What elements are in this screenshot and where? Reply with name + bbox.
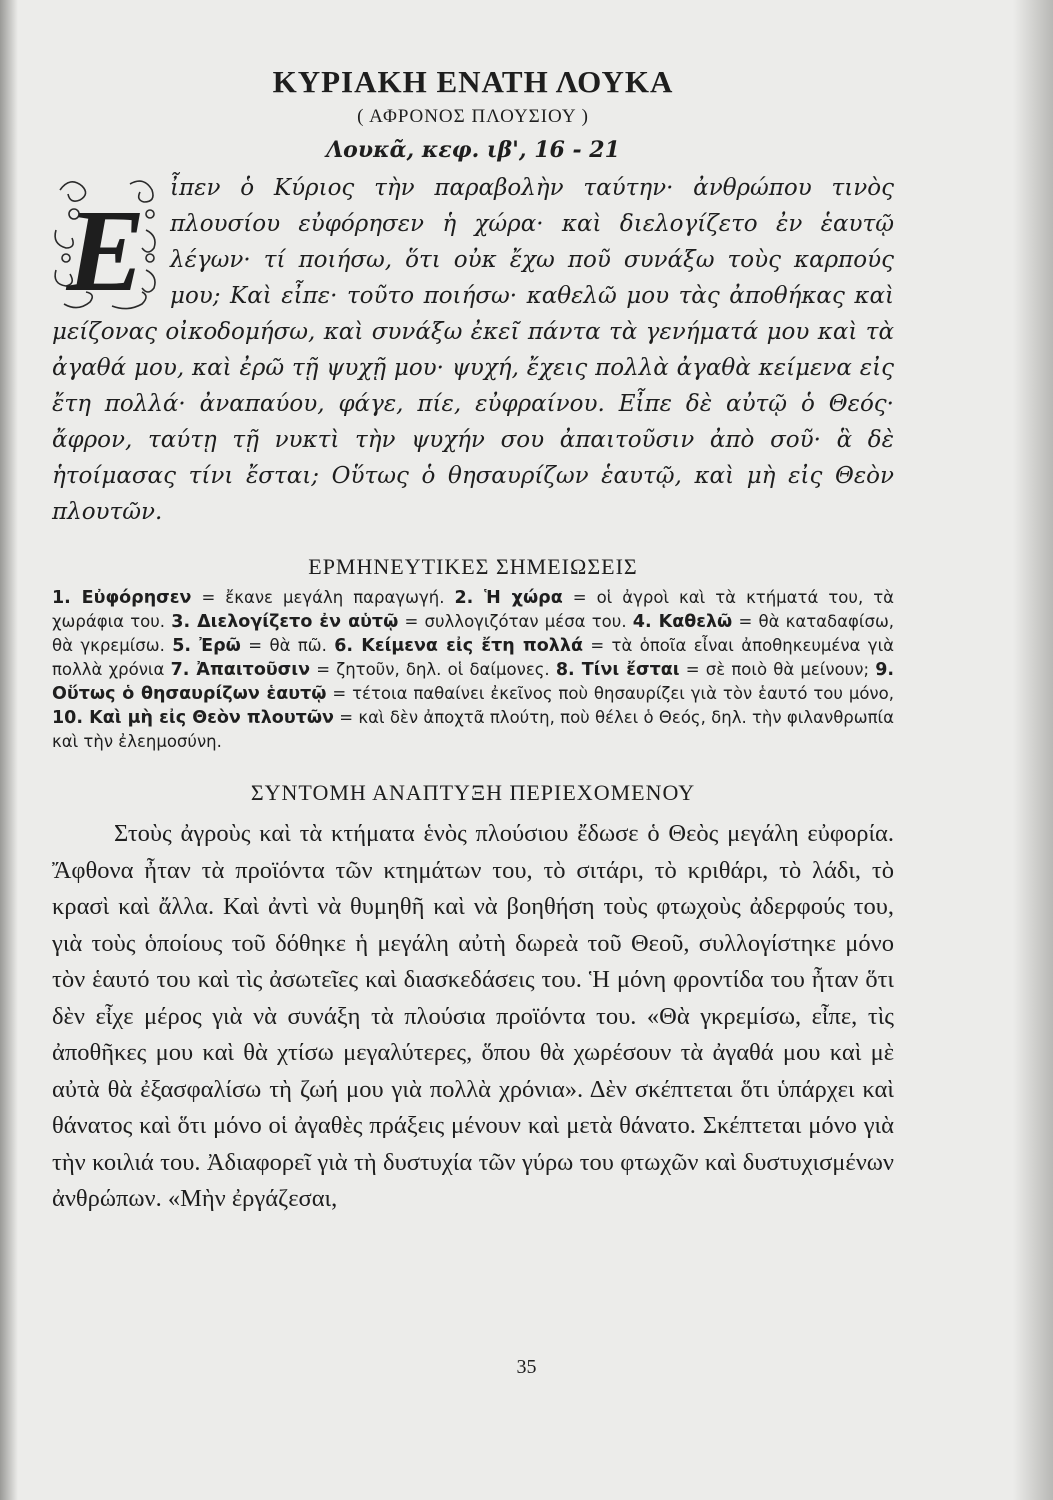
- notes-list: [52, 586, 894, 754]
- summary-title: ΣΥΝΤΟΜΗ ΑΝΑΠΤΥΞΗ ΠΕΡΙΕΧΟΜΕΝΟΥ: [250, 780, 696, 805]
- note-definition: = συλλογιζόταν μέσα του.: [404, 612, 627, 631]
- scripture-reference: Λουκᾶ, κεφ. ιβ', 16 - 21: [326, 137, 620, 163]
- note-term: 4. Καθελῶ: [632, 612, 733, 632]
- note-term: 3. Διελογίζετο ἐν αὑτῷ: [171, 612, 399, 632]
- note-definition: = καὶ δὲν ἀποχτᾶ πλούτη, ποὺ θέλει ὁ Θεός, δηλ. τὴν φιλανθρωπία καὶ τὴν ἐλεημοσύνη.: [52, 708, 894, 751]
- note-item: [556, 660, 869, 679]
- note-item: [52, 588, 444, 607]
- note-definition: = τέτοια παθαίνει ἐκεῖνος ποὺ θησαυρίζει γιὰ τὸν ἑαυτό του μόνο,: [332, 684, 894, 703]
- note-definition: = θὰ καταδαφίσω, θὰ γκρεμίσω.: [52, 612, 895, 655]
- gospel-text: ἶπεν ὁ Κύριος τὴν παραβολὴν ταύτην· ἀνθρώπου τινὸς πλουσίου εὐφόρησεν ἡ χώρα· καὶ διελογίζετο ἐν ἑαυτῷ λέγων· τί ποιήσω, ὅτι οὐκ ἔχω ποῦ συνάξω τοὺς καρπούς μου; Καὶ εἶπε· τοῦτο ποιήσω· καθελῶ μου τὰς ἀποθήκας καὶ μείζονας οἰκοδομήσω, καὶ συνάξω ἐκεῖ πάντα τὰ γενήματά μου καὶ τὰ ἀγαθά μου, καὶ ἐρῶ τῇ ψυχῇ μου· ψυχή, ἔχεις πολλὰ ἀγαθὰ κείμενα εἰς ἔτη πολλά· ἀναπαύου, φάγε, πίε, εὐφραίνου. Εἶπε δὲ αὐτῷ ὁ Θεός· ἄφρον, ταύτῃ τῇ νυκτὶ τὴν ψυχήν σου ἀπαιτοῦσιν ἀπὸ σοῦ· ἃ δὲ ἡτοίμασας τίνι ἔσται; Οὕτως ὁ θησαυρίζων ἑαυτῷ, καὶ μὴ εἰς Θεὸν πλουτῶν.: [52, 175, 894, 525]
- note-definition: = θὰ πῶ.: [248, 636, 327, 655]
- note-definition: = σὲ ποιὸ θὰ μείνουν;: [685, 660, 870, 679]
- note-item: [172, 636, 327, 655]
- note-definition: = ζητοῦν, δηλ. οἱ δαίμονες.: [316, 660, 550, 679]
- page-number: 35: [516, 1356, 537, 1378]
- ornamental-initial-icon: [50, 170, 162, 314]
- note-definition: = οἱ ἀγροὶ καὶ τὰ κτήματά του, τὰ χωράφια του.: [52, 588, 895, 631]
- note-definition: = ἔκανε μεγάλη παραγωγή.: [201, 588, 445, 607]
- note-term: 5. Ἐρῶ: [172, 636, 241, 656]
- page-content: [52, 62, 894, 1218]
- page-title: ΚΥΡΙΑΚΗ ΕΝΑΤΗ ΛΟΥΚΑ: [272, 64, 674, 99]
- note-term: 10. Καὶ μὴ εἰς Θεὸν πλουτῶν: [52, 708, 334, 728]
- note-term: 2. Ἡ χώρα: [454, 588, 563, 608]
- page-subtitle: ( ΑΦΡΟΝΟΣ ΠΛΟΥΣΙΟΥ ): [357, 106, 589, 127]
- notes-title: ΕΡΜΗΝΕΥΤΙΚΕΣ ΣΗΜΕΙΩΣΕΙΣ: [308, 554, 638, 579]
- note-term: 8. Τίνι ἔσται: [555, 660, 680, 680]
- dropcap-letter: Ε: [66, 185, 146, 314]
- note-term: 6. Κείμενα εἰς ἔτη πολλά: [334, 636, 583, 656]
- note-term: 1. Εὐφόρησεν: [52, 588, 192, 608]
- note-item: [52, 708, 894, 751]
- note-term: 9. Οὕτως ὁ θησαυρίζων ἑαυτῷ: [52, 660, 895, 704]
- note-item: [171, 660, 550, 679]
- gospel-passage: [52, 170, 894, 530]
- note-term: 7. Ἀπαιτοῦσιν: [170, 660, 311, 680]
- note-item: [171, 612, 626, 631]
- summary-text: Στοὺς ἀγροὺς καὶ τὰ κτήματα ἑνὸς πλούσιου ἔδωσε ὁ Θεὸς μεγάλη εὐφορία. Ἄφθονα ἦταν τὰ προϊόντα τῶν κτημάτων του, τὸ σιτάρι, τὸ κριθάρι, τὸ λάδι, τὸ κρασὶ καὶ ἄλλα. Καὶ ἀντὶ νὰ θυμηθῆ καὶ νὰ βοηθήση τοὺς φτωχοὺς ἀδερφούς του, γιὰ τοὺς ὁποίους τοῦ δόθηκε ἡ μεγάλη αὐτὴ δωρεὰ τοῦ Θεοῦ, συλλογίστηκε μόνο τὸν ἑαυτό του καὶ τὶς ἀσωτεῖες καὶ διασκεδάσεις του. Ἡ μόνη φροντίδα του ἦταν ὅτι δὲν εἶχε μέρος γιὰ νὰ συνάξη τὰ πλούσια προϊόντα του. «Θὰ γκρεμίσω, εἶπε, τὶς ἀποθῆκες μου καὶ θὰ χτίσω μεγαλύτερες, ὅπου θὰ χωρέσουν τὰ ἀγαθά μου καὶ μὲ αὐτὰ θὰ ἐξασφαλίσω τὴ ζωή μου γιὰ πολλὰ χρόνια». Δὲν σκέπτεται ὅτι ὑπάρχει καὶ θάνατος καὶ ὅτι μόνο οἱ ἀγαθὲς πράξεις μένουν καὶ μετὰ θάνατο. Σκέπτεται μόνο γιὰ τὴν κοιλιά του. Ἀδιαφορεῖ γιὰ τὴ δυστυχία τῶν γύρω του φτωχῶν καὶ δυστυχισμένων ἀνθρώπων. «Μὴν ἐργάζεσαι,: [52, 820, 894, 1212]
- note-definition: = τὰ ὁποῖα εἶναι ἀποθηκευμένα γιὰ πολλὰ χρόνια: [52, 636, 895, 679]
